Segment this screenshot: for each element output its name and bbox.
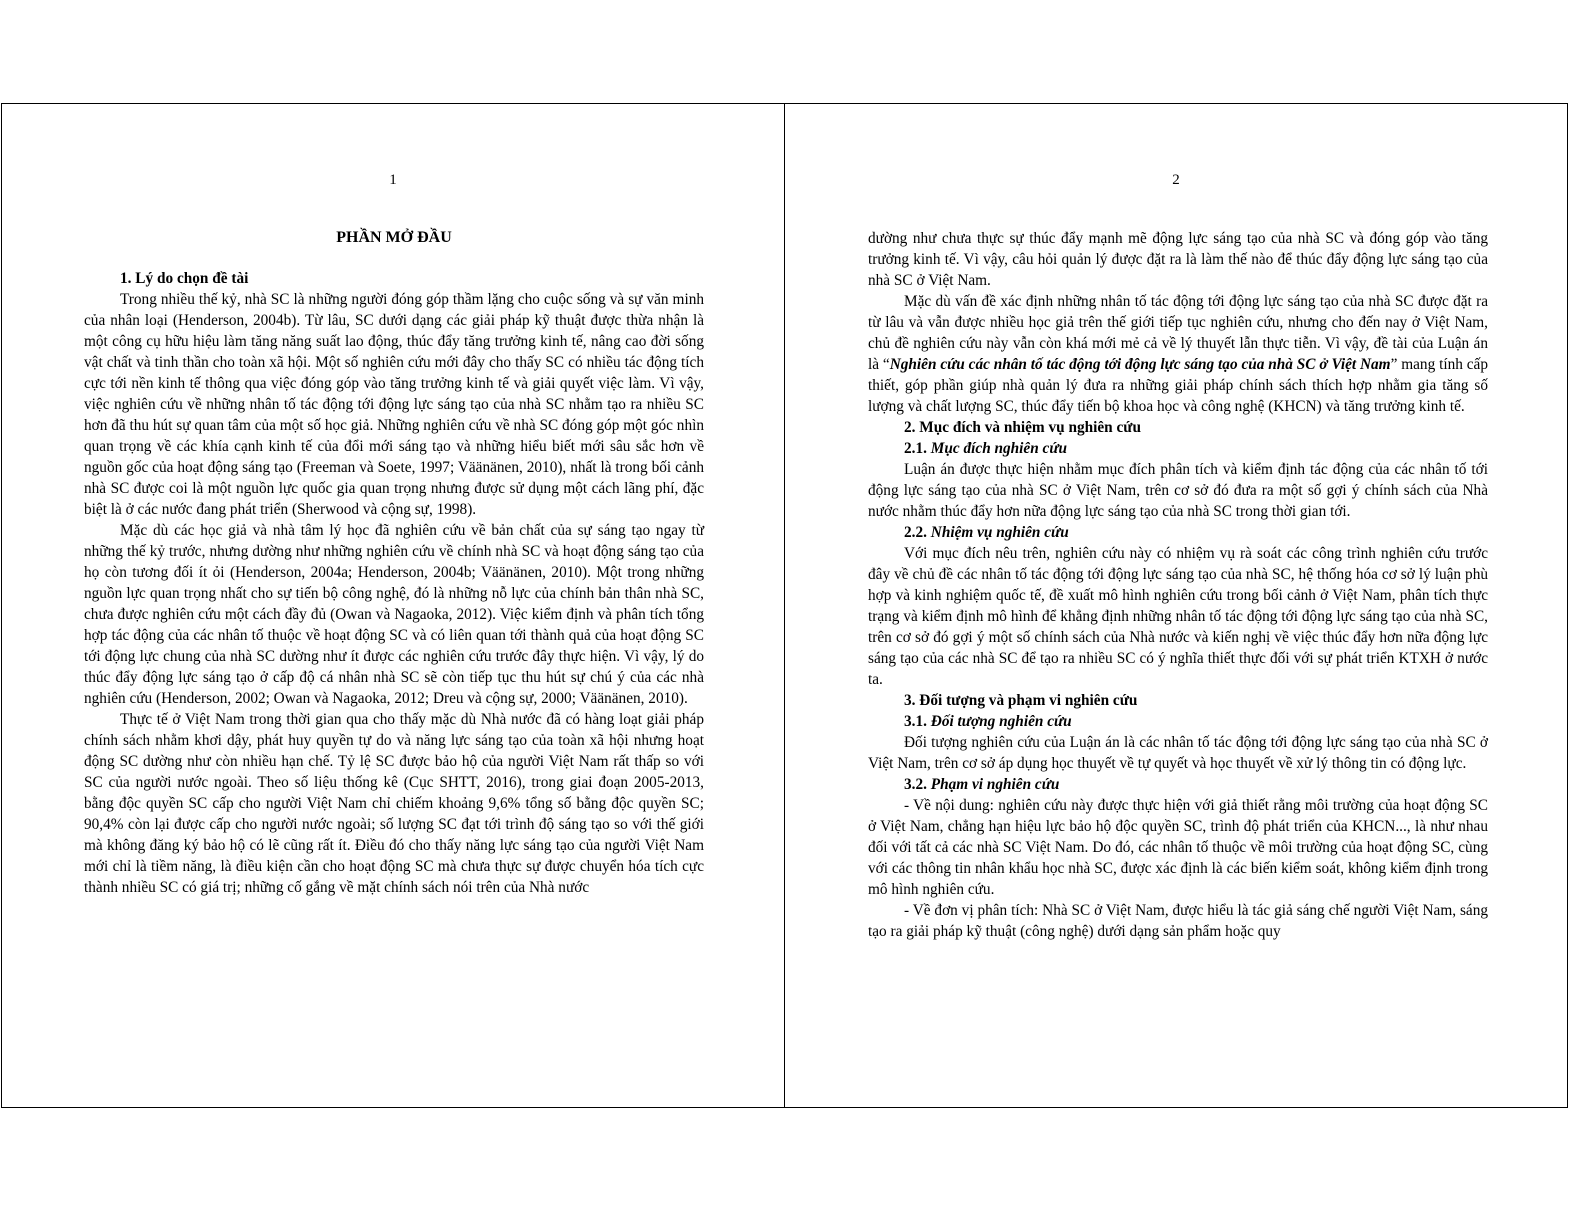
paragraph-text: Mặc dù vấn đề xác định những nhân tố tác động tới động lực sáng tạo của nhà SC được đặt ra từ lâu và vẫn được nhiều học giả trên thế giới tiếp tục nghiên cứu, nhưng cho đến nay ở Việt Nam, chủ đề nghiên cứu này vẫn còn khá mới mẻ cả về lý thuyết lẫn thực tiễn. Vì vậy, đề tài của Luận án là “ bbox=[868, 293, 1488, 373]
paragraph: Trong nhiều thế kỷ, nhà SC là những người đóng góp thầm lặng cho cuộc sống và sự văn minh của nhân loại (Henderson, 2004b). Từ lâu, SC dưới dạng các giải pháp kỹ thuật được thừa nhận là một công cụ hữu hiệu làm tăng năng suất lao động, thúc đẩy tăng trưởng kinh tế, nâng cao đời sống vật chất và tinh thần cho toàn xã hội. Một số nghiên cứu mới đây cho thấy SC có nhiều tác động tích cực tới nền kinh tế thông qua việc đóng góp vào tăng trưởng kinh tế và giải quyết việc làm. Vì vậy, việc nghiên cứu về những nhân tố tác động tới động lực sáng tạo của nhà SC nhằm tạo ra nhiều SC hơn đã thu hút sự quan tâm của một số học giả. Những nghiên cứu về nhà SC đóng góp một góc nhìn quan trọng về các khía cạnh kinh tế của đổi mới sáng tạo và những hiểu biết mới sâu sắc hơn về nguồn gốc của hoạt động sáng tạo (Freeman và Soete, 1997; Väänänen, 2010), nhất là trong bối cảnh nhà SC được coi là một nguồn lực quốc gia quan trọng nhưng được sử dụng một cách lãng phí, đặc biệt là ở các nước đang phát triển (Sherwood và cộng sự, 1998). bbox=[84, 291, 704, 518]
section-heading: 2. Mục đích và nhiệm vụ nghiên cứu bbox=[904, 419, 1141, 436]
paragraph: Thực tế ở Việt Nam trong thời gian qua cho thấy mặc dù Nhà nước đã có hàng loạt giải pháp chính sách nhằm khơi dậy, phát huy quyền tự do và năng lực sáng tạo của toàn xã hội nhưng hoạt động SC dường như còn nhiều hạn chế. Tỷ lệ SC được bảo hộ của người Việt Nam rất thấp so với SC của người nước ngoài. Theo số liệu thống kê (Cục SHTT, 2016), trong giai đoạn 2005-2013, bằng độc quyền SC cấp cho người Việt Nam chỉ chiếm khoảng 9,6% tổng số bằng độc quyền SC; 90,4% còn lại được cấp cho người nước ngoài; số lượng SC đạt tới trình độ sáng tạo so với thế giới mà không đăng ký bảo hộ có lẽ cũng rất ít. Điều đó cho thấy năng lực sáng tạo của người Việt Nam mới chỉ là tiềm năng, là điều kiện cần cho hoạt động SC mà chưa thực sự được chuyển hóa tích cực thành nhiều SC có giá trị; những cố gắng về mặt chính sách nói trên của Nhà nước bbox=[84, 711, 704, 896]
subsection-number: 3.2. bbox=[904, 776, 931, 793]
left-page-body bbox=[84, 227, 704, 898]
subsection-number: 3.1. bbox=[904, 713, 931, 730]
paragraph: Mặc dù các học giả và nhà tâm lý học đã nghiên cứu về bản chất của sự sáng tạo ngay từ những thế kỷ trước, nhưng dường như những nghiên cứu về chính nhà SC và hoạt động sáng tạo của họ còn tương đối ít ỏi (Henderson, 2004a; Henderson, 2004b; Väänänen, 2010). Một trong những nguồn lực quan trọng nhất cho sự tiến bộ công nghệ, đó là những nỗ lực của chính bản thân nhà SC, chưa được nghiên cứu một cách đầy đủ (Owan và Nagaoka, 2012). Việc kiểm định và phân tích tổng hợp tác động của các nhân tố thuộc về hoạt động SC và có liên quan tới thành quả của hoạt động SC tới động lực chung của nhà SC dường như ít được các nghiên cứu trước đây thực hiện. Vì vậy, lý do thúc đẩy động lực sáng tạo ở cấp độ cá nhân nhà SC sẽ còn tiếp tục thu hút sự chú ý của các nhà nghiên cứu (Henderson, 2002; Owan và Nagaoka, 2012; Dreu và cộng sự, 2000; Väänänen, 2010). bbox=[84, 522, 704, 707]
subsection-heading bbox=[868, 774, 1488, 795]
left-page bbox=[2, 104, 785, 1107]
thesis-title: Nghiên cứu các nhân tố tác động tới động lực sáng tạo của nhà SC ở Việt Nam bbox=[889, 356, 1391, 373]
paragraph: - Về nội dung: nghiên cứu này được thực hiện với giả thiết rằng môi trường của hoạt động SC ở Việt Nam, chẳng hạn hiệu lực bảo hộ độc quyền SC, trình độ phát triển của KHCN..., là như nhau đối với tất cả các nhà SC Việt Nam. Do đó, các nhân tố thuộc về môi trường của hoạt động SC, cùng với các thông tin nhân khẩu học nhà SC, được xác định là các biến kiểm soát, không kiểm định trong mô hình nghiên cứu. bbox=[868, 797, 1488, 898]
section-heading: 1. Lý do chọn đề tài bbox=[120, 270, 249, 287]
paragraph: dường như chưa thực sự thúc đẩy mạnh mẽ động lực sáng tạo của nhà SC và đóng góp vào tăng trưởng kinh tế. Vì vậy, câu hỏi quản lý được đặt ra là làm thế nào để thúc đẩy động lực sáng tạo của nhà SC ở Việt Nam. bbox=[868, 230, 1488, 289]
paragraph bbox=[868, 291, 1488, 417]
page-number: 1 bbox=[389, 172, 397, 188]
right-page-body bbox=[868, 228, 1488, 942]
paragraph: Đối tượng nghiên cứu của Luận án là các nhân tố tác động tới động lực sáng tạo của nhà SC ở Việt Nam, trên cơ sở áp dụng học thuyết về tự quyết và học thuyết về xử lý thông tin có động lực. bbox=[868, 734, 1488, 772]
paragraph: Luận án được thực hiện nhằm mục đích phân tích và kiểm định tác động của các nhân tố tới động lực sáng tạo của nhà SC ở Việt Nam, trên cơ sở đó đưa ra một số gợi ý chính sách của Nhà nước nhằm thúc đẩy hơn nữa động lực sáng tạo của nhà SC trong thời gian tới. bbox=[868, 461, 1488, 520]
subsection-title: Mục đích nghiên cứu bbox=[930, 440, 1068, 457]
subsection-heading bbox=[868, 438, 1488, 459]
document-spread bbox=[1, 103, 1568, 1108]
subsection-number: 2.1. bbox=[904, 440, 931, 457]
right-page bbox=[785, 104, 1567, 1107]
subsection-heading bbox=[868, 522, 1488, 543]
subsection-heading bbox=[868, 711, 1488, 732]
paragraph: Với mục đích nêu trên, nghiên cứu này có nhiệm vụ rà soát các công trình nghiên cứu trước đây về chủ đề các nhân tố tác động tới động lực sáng tạo của nhà SC, hệ thống hóa cơ sở lý luận phù hợp và kinh nghiệm quốc tế, đề xuất mô hình nghiên cứu trong bối cảnh ở Việt Nam, phân tích thực trạng và kiểm định mô hình để khẳng định những nhân tố tác động tới động lực sáng tạo của nhà SC, trên cơ sở đó gợi ý một số chính sách của Nhà nước và kiến nghị về việc thúc đẩy hơn nữa động lực sáng tạo của các nhà SC để tạo ra nhiều SC có ý nghĩa thiết thực đối với sự phát triển KTXH ở nước ta. bbox=[868, 545, 1488, 688]
subsection-title: Nhiệm vụ nghiên cứu bbox=[930, 524, 1069, 541]
paragraph-text: ” mang tính cấp thiết, góp phần giúp nhà quản lý đưa ra những giải pháp chính sách thích hợp nhằm gia tăng số lượng và chất lượng SC, thúc đẩy tiến bộ khoa học và công nghệ (KHCN) và tăng trưởng kinh tế. bbox=[868, 356, 1488, 415]
subsection-title: Phạm vi nghiên cứu bbox=[930, 776, 1060, 793]
subsection-title: Đối tượng nghiên cứu bbox=[930, 713, 1072, 730]
subsection-number: 2.2. bbox=[904, 524, 931, 541]
section-heading: 3. Đối tượng và phạm vi nghiên cứu bbox=[904, 692, 1138, 709]
page-number: 2 bbox=[1172, 172, 1180, 188]
document-title: PHẦN MỞ ĐẦU bbox=[336, 229, 452, 246]
paragraph: - Về đơn vị phân tích: Nhà SC ở Việt Nam, được hiểu là tác giả sáng chế người Việt Nam, sáng tạo ra giải pháp kỹ thuật (công nghệ) dưới dạng sản phẩm hoặc quy bbox=[868, 902, 1488, 940]
